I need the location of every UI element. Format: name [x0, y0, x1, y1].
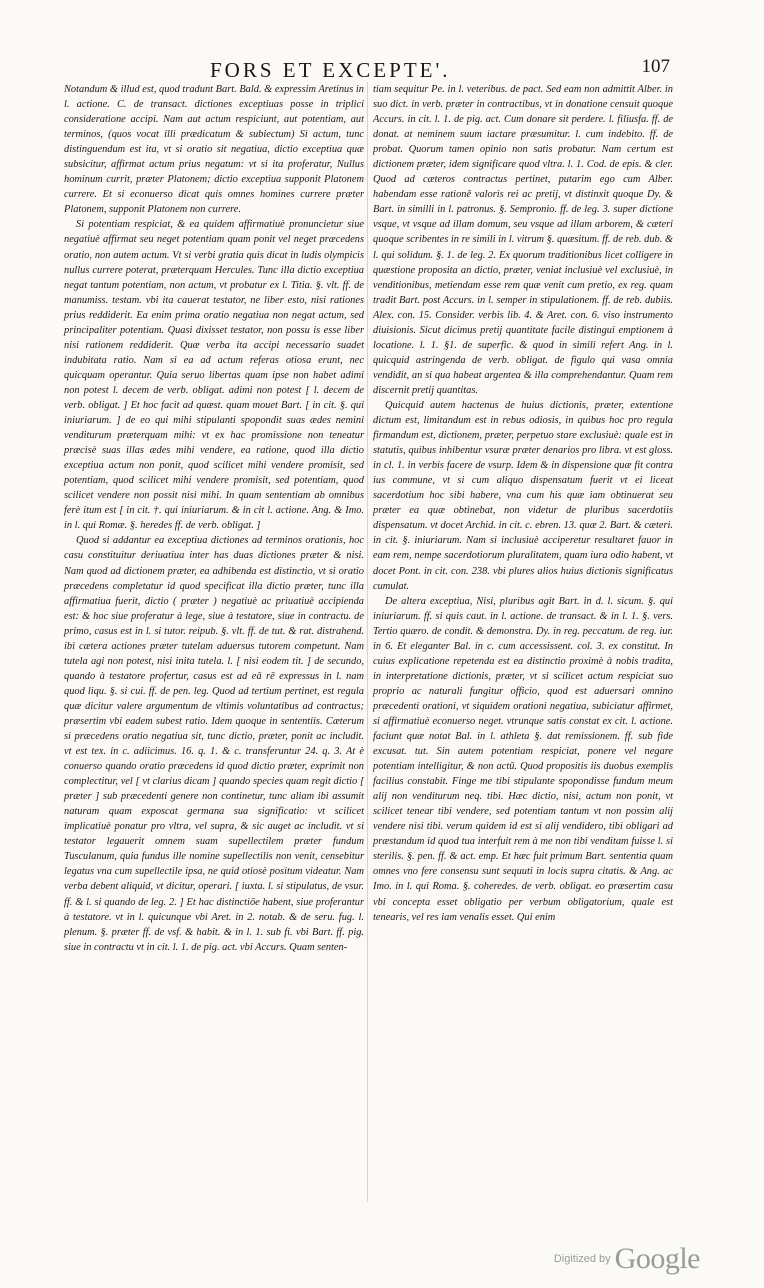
- column-divider: [367, 82, 368, 1202]
- left-column: [64, 82, 364, 955]
- running-title: FORS ET EXCEPTE'.: [210, 58, 451, 82]
- paragraph: Quicquid autem hactenus de huius dictionis, præter, extentione dictum est, limitandum est in rebus odiosis, in quibus hoc pro regula firmandum est, dictionem, præter, perpetuo stare exclusiuè: quale est in statutis, quibus inhibentur vsuræ præter denarios pro libra. vt est gloss. in cl. 1. in verbis facere de vsurp. Idem & in dispensione quæ fit contra ius commune, vt si cum aliquo dispensatum fuerit vt ei liceat sacerdotium hoc sibi habere, vna cum his quæ iam obtinuerat seu præter ea quæ obtinebat, non videtur de pluribus sacerdotiis dispensatum. vt docet Archid. in cit. c. ebren. 13. quæ 2. Bart. & cæteri. in cit. §. iniuriarum. Nam si inclusiuè acciperetur resultaret fauor in eam rem, nempe sacerdotiorum pluralitatem, quam iura odio habent, vt docet Pont. in cit. con. 238. vbi plures alios huius dictionis significatus cumulat.: [373, 399, 673, 592]
- digitized-watermark: [554, 1242, 700, 1276]
- watermark-prefix: Digitized by: [553, 1253, 611, 1265]
- right-column: [373, 82, 673, 925]
- paragraph: Si potentiam respiciat, & ea quidem affirmatiuè pronuncietur siue negatiuè affirmat seu neget potentiam quam ponit vel neget præcedens oratio, non autem actum. Vt si verbi gratia quis dicat in ludis olympicis nullus currere poterat, præterquam Hercules. Tunc illa dictio exceptiua negat tantum potentiam, non actum, vt probatur ex l. Titia. §. vlt. ff. de manumiss. testam. vbi ita cauerat testator, ne liber esto, nisi rationes prius reddiderit. Ea enim prima oratio negatiua non negat actum, sed principaliter potentiam. Quasi dixisset testator, non possu is esse liber nisi rationem reddiderit. Quæ verba ita accipi necessario suadet indubitata ratio. Nam si ea ad actum referas otiosa erunt, nec quicquam operantur. Quia seruo libertas quam ipse non habet adimi non potest l. decem de verb. obligat. adimi non potest [ l. decem de verb. obligat. ] Et hoc facit ad quæst. quam mouet Bart. [ in cit. §. qui iniuriarum. ] de eo qui mihi stipulanti spopondit suas ædes nemini venditurum præterquam mihi: vt ex hac promissione non teneatur præcisè suas illas ædes mihi vendere, ea ratione, quod illa dictio exceptiua actum non ponit, quod scilicet mihi vendere promisit, sed potentiam, quod scilicet mihi vendere promisit, sed potentiam, quod scilicet vendere non possit nisi mihi. In quam sententiam ab omnibus ferè itum est [ in cit. †. qui iniuriarum. & in cit l. actione. Ang. & Imo. in l. qui Romæ. §. heredes ff. de verb. obligat. ]: [64, 219, 364, 532]
- page-header: [60, 56, 670, 82]
- google-logo: Google: [614, 1242, 700, 1275]
- paragraph: De altera exceptiua, Nisi, pluribus agit Bart. in d. l. sicum. §. qui iniuriarum. ff. si quis caut. in l. actione. de transact. & in l. 1. §. vers. Tertio quæro. de condit. & demonstra. Dy. in reg. peccatum. de reg. iur. in 6. Et eleganter Bal. in c. cum accessissent. col. 3. ex constitut. In cuius explicatione repetenda est ea distinctio proximè à nobis tradita, in interpretatione dictionis, præter, vt si scilicet actum respiciat suo proprio ac naturali fungitur officio, quod est aduersari omnino præcedenti orationi, vt siquidem orationi negatiua, subiciatur affirmet, si affirmatiuè econuerso neget. vtrunque satis constat ex cit. l. actione. faciunt quæ notat Bal. in l. athleta §. dat remissionem. ff. sub fide excusat. tut. Sin autem potentiam respiciat, ponere vel negare potentiam intelligitur, & non actū. Quod propositis iis duobus exemplis facilius constabit. Finge me tibi stipulante spopondisse fundum meum alij non venditurum neq. tibi. Hæc dictio, nisi, actum non ponit, vt scilicet tenear tibi vendere, sed potentiam tantum vt non possim alij vendere nisi tibi. verum quidem id est si alij vendidero, tibi obligari ad præstandum id quod tua interfuit rem à me non tibi venditam fuisse l. si sterilis. §. pen. ff. & act. emp. Et hæc fuit primum Bart. sententia quam omnes vno fere consensu sunt sequuti in locis supra citatis. & Ang. ac Imo. in l. qui Roma. §. coheredes. de verb. obligat. eo præsertim casu vbi concepta esset obligatio per verbum obligatorium, quale est tenearis, vel res iam venalis esset. Qui enim: [373, 595, 673, 923]
- paragraph: tiam sequitur Pe. in l. veteribus. de pact. Sed eam non admittit Alber. in suo dict. in verb. præter in contractibus, vt in donatione censuit quoque Accurs. in cit. l. 1. de pig. act. Cum donare sit perdere. l. filiusfa. ff. de donat. at neminem suum iactare præsumitur. l. cum indebito. ff. de probat. Quorum tamen opinio non satis probatur. Nam certum est dictionem præter, idem significare quod vltra. l. 1. Cod. de epis. & cler. Quod ad cæteros contractus pertinet, putarim ego cum Alber. habendam esse rationē valoris rei ac pretij, vt distinxit quoque Dy. & Bart. in similli in l. patronus. §. Sempronio. ff. de leg. 3. super dictione vsque, vt vsque ad illam domum, seu vsque ad illam arborem, & cæteri quoque scribentes in re simili in l. vitrum §. quæsitum. ff. de reb. dub. & l. qui solidum. §. 1. de leg. 2. Ex quorum traditionibus licet colligere in quæstione proposita an dictio, præter, veniat inclusiuè vel exclusiuè, in venditionibus, metiendam esse rem quæ venit cum pretio, ex reg. quam tradit Bart. post Accurs. in l. semper in stipulationem. ff. de reb. dubiis. Alex. con. 15. Consider. verbis lib. 4. & Aret. con. 6. viso instrumento diuisionis. Sicut dicimus pretij quantitate facile distingui emptionem à locatione. l. 1. §1. de superfic. & quod in simili refert Ang. in l. quicquid astringenda de verb. obligat. de figulo qui vasa omnia vendidit, an si qua habeat argentea & illa comprehendantur. Quam rem discernit pretij quantitas.: [373, 84, 673, 396]
- paragraph: Notandum & illud est, quod tradunt Bart. Bald. & expressim Aretinus in l. actione. C. de transact. dictiones exceptiuas posse in triplici consideratione accipi. Nam aut actum respiciunt, aut potentiam, aut terminos, (quos vocat illi prædicatum & subiectum) Si actum, tunc distinguendum est ita, vt si oratio sit negatiua, dictio exceptiua quæ subsicitur, affirmat actum prius negatum: vt si ita proferatur, Nullus hominum currit, præter Platonem; dictio exceptiua supponit Platonem currere. Et si econuerso dicat quis omnes homines currere præter Platonem, supponit Platonem non currere.: [64, 84, 364, 216]
- paragraph: Quod si addantur ea exceptiua dictiones ad terminos orationis, hoc casu constituitur deriuatiua inter has duas dictiones præter & nisi. Nam quod ad dictionem præter, ea adhibenda est distinctio, vt si oratio præcedens completatur id quod specificat illa dictio præter, tunc illa affirmatiua fuerit, dictio ( præter ) negatiuè ac priuatiuè accipienda est: & hoc siue proferatur à lege, siue à testatore, siue in contractu. de primo, casus est in l. si tutor. reipub. §. vlt. ff. de tut. & rat. distrahend. ibi cætera actiones præter tutelam aduersus tutorem competunt. Nam tutela agi non potest, nisi inita tutela. l. [ nisi eodem tit. ] de secundo, quando à testatore profertur, casus est ad eā rē expressus in l. nam quod liqu. §. si cui. ff. de pen. leg. Quod ad tertium pertinet, est regula quæ dicitur valere argumentum de vltimis voluntatibus ad contractus; præsertim vbi eadem subest ratio. Idem quoque in sententiis. Cæterum si præcedens oratio negatiua sit, tunc dictio, præter, ponit ac includit. vt est tex. in c. adiicimus. 16. q. 1. & c. transferuntur 24. q. 3. At è conuerso quando oratio præcedens id quod dictio præter, exprimit non complectitur, vel [ vt clarius dicam ] quando species quam regit dictio [ præter ] sub præcedenti genere non continetur, tunc aliam ibi assumit naturam quam exposcat germana sua significatio: vt scilicet implicatiuè ponatur pro vltra, vel supra, & sic auget ac includit. vt si testator legauerit omnem suam supellectilem præter fundum Tusculanum, quia fundus ille nomine supellectilis non venit, censebitur legatus vna cum supellectile ipsa, ne quid otiosè positum videatur. Nam verba debent aliquid, vt dicitur, operari. [ iuxta. l. si stipulatus, de vsur. ff. & l. si quando de leg. 2. ] Et hac distinctiōe habent, siue proferantur à testatore. vt in l. quicunque vbi Aret. in 2. notab. & de seru. fug. l. plenum. §. præter ff. de vsf. & habit. & in l. 1. sub fi. vbi Bart. ff. pig. siue in contractu vt in cit. l. 1. de pig. act. vbi Accurs. Quam senten-: [64, 535, 364, 953]
- page-number: 107: [641, 56, 670, 77]
